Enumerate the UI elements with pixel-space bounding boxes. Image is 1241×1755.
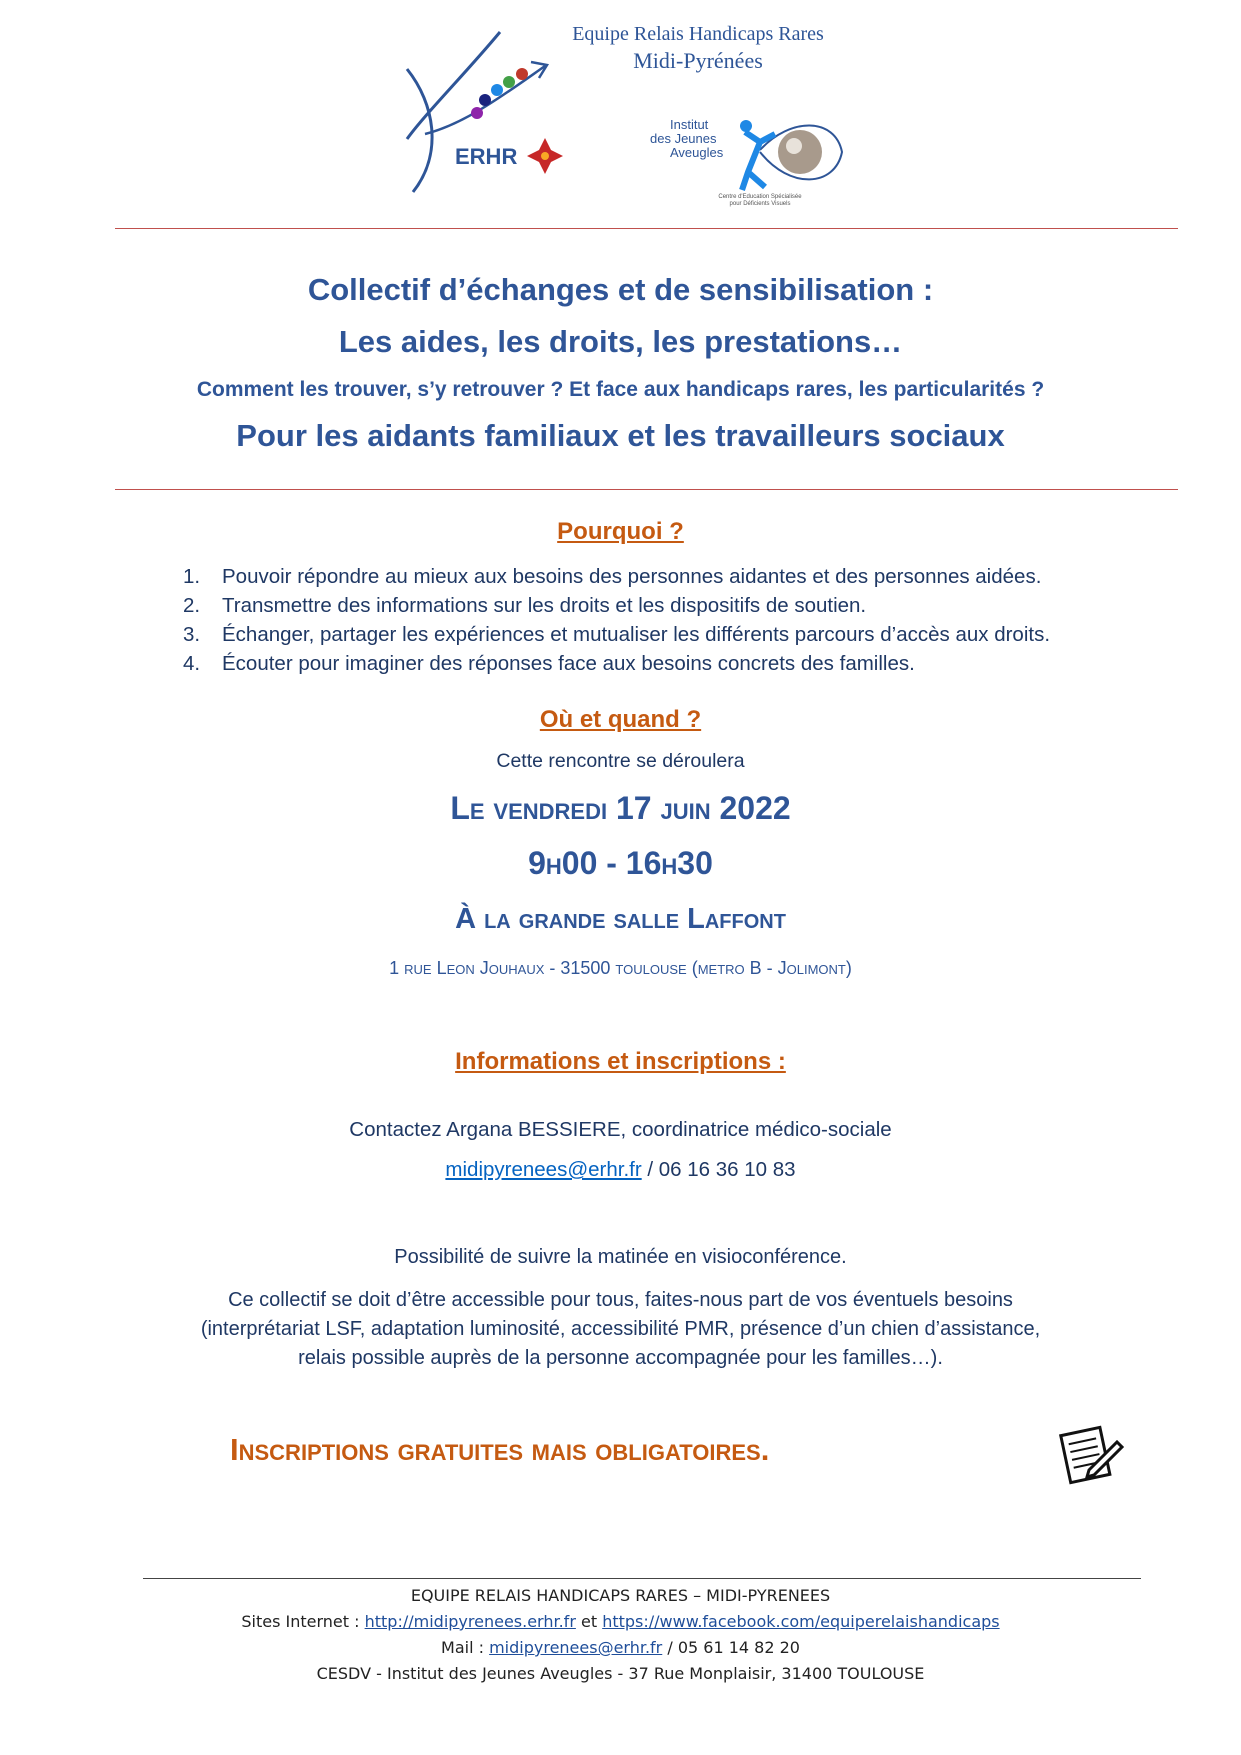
ija-logo-text: Institut des Jeunes Aveugles [650,117,724,160]
infos-heading: Informations et inscriptions : [455,1048,786,1075]
event-date: Le vendredi 17 juin 2022 [450,790,791,826]
footer-divider [143,1578,1141,1579]
footer-site-link[interactable]: http://midipyrenees.erhr.fr [364,1612,576,1631]
org-name-line1: Equipe Relais Handicaps Rares [572,23,824,45]
ou-quand-heading: Où et quand ? [539,706,702,733]
title-line4: Pour les aidants familiaux et les travailleurs sociaux [236,418,1005,453]
title-line2: Les aides, les droits, les prestations… [338,324,903,359]
footer-address: CESDV - Institut des Jeunes Aveugles - 37 Rue Monplaisir, 31400 TOULOUSE [316,1664,925,1683]
ija-logo [650,112,850,212]
notepad-icon [1055,1418,1125,1488]
ija-logo-caption: Centre d'Education Spécialisée pour Déficients Visuels [718,194,802,207]
erhr-logo-text: ERHR [455,144,518,169]
list-item: 4. Écouter pour imaginer des réponses face aux besoins concrets des familles. [183,652,915,675]
contact-person: Contactez Argana BESSIERE, coordinatrice médico-sociale [349,1118,892,1141]
title-divider [115,489,1178,490]
list-item: 3. Échanger, partager les expériences et mutualiser les différents parcours d’accès aux droits. [183,623,1051,646]
title-line1: Collectif d’échanges et de sensibilisation : [307,272,934,307]
registration-callout: Inscriptions gratuites mais obligatoires. [230,1432,770,1467]
footer-facebook-link[interactable]: https://www.facebook.com/equiperelaishandicaps [602,1612,1000,1631]
footer-mail-link[interactable]: midipyrenees@erhr.fr [489,1638,663,1657]
contact-details [0,1158,1241,1182]
footer-sites: Sites Internet : http://midipyrenees.erhr.fr et https://www.facebook.com/equiperelaishandicaps [241,1612,1000,1631]
list-item: 2. Transmettre des informations sur les droits et les dispositifs de soutien. [183,594,867,617]
event-address: 1 rue Leon Jouhaux - 31500 toulouse (metro B - Jolimont) [389,958,852,978]
visio-note: Possibilité de suivre la matinée en visioconférence. [394,1246,847,1268]
title-line3: Comment les trouver, s’y retrouver ? Et face aux handicaps rares, les particularités ? [196,378,1045,401]
header-divider [115,228,1178,229]
org-name-line2: Midi-Pyrénées [633,48,763,73]
event-hours: 9h00 - 16h30 [528,845,713,881]
footer-mail: Mail : midipyrenees@erhr.fr / 05 61 14 82 20 [441,1638,800,1657]
rencontre-intro: Cette rencontre se déroulera [496,750,745,772]
contact-phone: / 06 16 36 10 83 [641,1158,796,1181]
event-place: À la grande salle Laffont [455,903,786,935]
list-item: 1. Pouvoir répondre au mieux aux besoins des personnes aidantes et des personnes aidées. [183,565,1042,588]
contact-email-link[interactable]: midipyrenees@erhr.fr [445,1158,642,1181]
accessibility-note: Ce collectif se doit d’être accessible pour tous, faites-nous part de vos éventuels besoins (interprétariat LSF, adaptation luminosité, accessibilité PMR, présence d’un chien d’assistance, relais possible auprès de la personne accompagnée pour les familles…). [200,1289,1041,1369]
reasons-list [183,562,1050,678]
footer-org: EQUIPE RELAIS HANDICAPS RARES – MIDI-PYRENEES [410,1586,831,1605]
pourquoi-heading: Pourquoi ? [557,518,684,545]
organization-name [548,22,848,75]
